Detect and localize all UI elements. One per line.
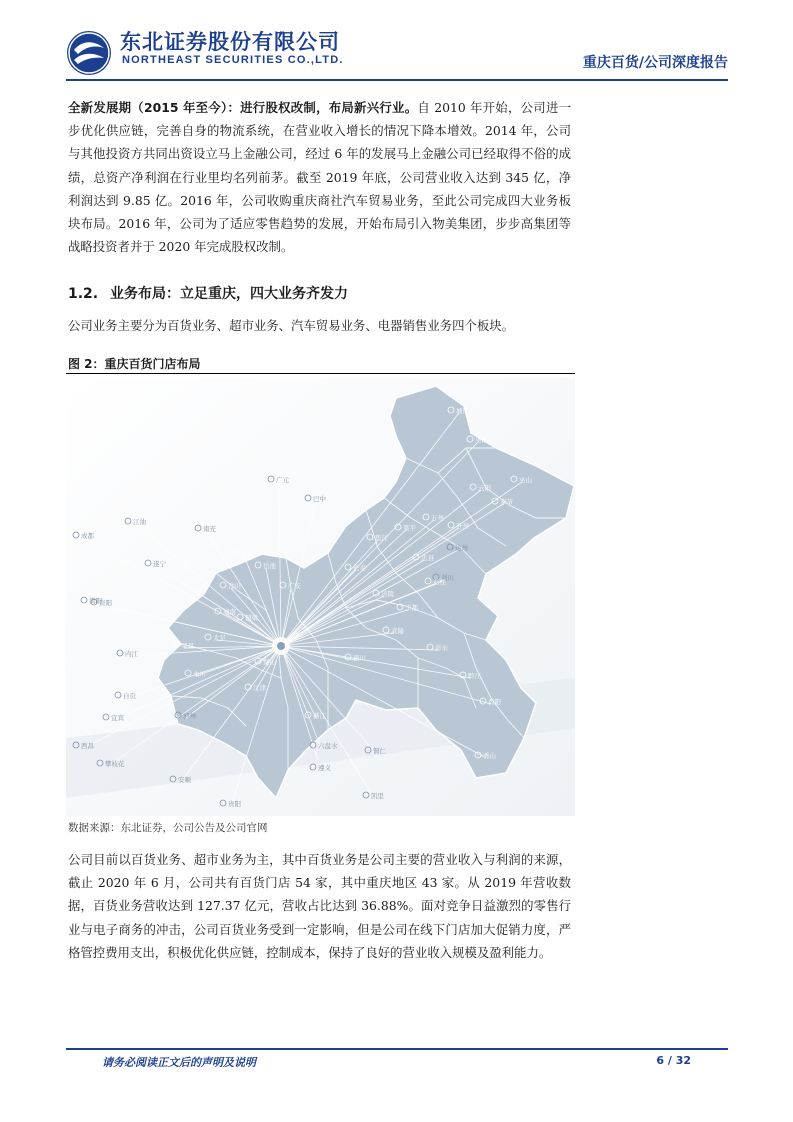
- chongqing-map-graphic: [66, 378, 575, 816]
- paragraph-lead: 全新发展期（2015 年至今）：进行股权改制，布局新兴行业。: [68, 100, 418, 115]
- map-place-name: 贵阳: [228, 800, 241, 808]
- map-place-name: 涪陵: [381, 590, 394, 598]
- map-place-name: 自贡: [123, 692, 136, 700]
- map-place-name: 大足: [213, 634, 226, 642]
- company-name-en: NORTHEAST SECURITIES CO.,LTD.: [122, 54, 344, 66]
- map-place-name: 武隆: [391, 627, 404, 635]
- paragraph-body: 自 2010 年开始，公司进一步优化供应链，完善自身的物流系统，在营业收入增长的情况下降本增效。2014 年，公司与其他投资方共同出资设立马上金融公司，经过 6 年的发展马上金融公司已经取得不俗的成绩，总资产净利润在行业里均名列前茅。截至 2019 年底，公司营业收入达到 345 亿，净利润达到 9.85 亿。2016 年，公司收购重庆商社汽车贸易业务，至此公司完成四大业务板块布局。2016 年，公司为了适应零售趋势的发展，开始布局引入物美集团，步步高集团等战略投资者并于 2020 年完成股权改制。: [68, 100, 571, 255]
- map-place-name: 万州: [431, 514, 444, 522]
- section-heading: [68, 283, 348, 303]
- map-place-name: 巫溪: [475, 436, 488, 444]
- map-place-name: 遂宁: [153, 560, 166, 568]
- northeast-securities-logo-icon: [66, 30, 112, 76]
- map-place-name: 广元: [276, 476, 289, 484]
- map-place-name: 成都: [81, 532, 94, 540]
- map-place-name: 秀山: [483, 752, 496, 760]
- map-place-name: 六盘水: [318, 742, 338, 750]
- paragraph-development-phase: [68, 96, 571, 258]
- map-place-name: 巫山: [519, 476, 532, 484]
- map-place-name: 奉节: [500, 498, 513, 506]
- map-place-name: 宜宾: [111, 714, 124, 722]
- map-place-name: 遵义: [318, 764, 331, 772]
- company-name-cn: 东北证券股份有限公司: [120, 30, 340, 54]
- map-place-name: 彭水: [435, 644, 448, 652]
- map-place-name: 丰都: [405, 604, 418, 612]
- footer-divider: [66, 1048, 728, 1050]
- map-place-name: 南充: [203, 525, 216, 533]
- chongqing-hub-center: [277, 642, 285, 650]
- map-place-name: 潼南: [223, 608, 236, 616]
- map-place-name: 凯里: [371, 792, 384, 800]
- figure-source: 数据来源：东北证券，公司公告及公司官网: [68, 822, 268, 834]
- map-place-name: 城口: [456, 407, 469, 415]
- map-place-name: 江油: [133, 518, 146, 526]
- map-place-name: 武胜: [241, 550, 254, 558]
- map-place-name: 广安: [288, 582, 301, 590]
- section-number: 1.2.: [68, 286, 99, 302]
- map-place-name: 忠县: [421, 554, 434, 562]
- map-place-name: 梁平: [403, 524, 416, 532]
- page-header: [66, 24, 728, 76]
- store-layout-map: [66, 378, 575, 816]
- page-number: 6 / 32: [656, 1054, 691, 1067]
- map-place-name: 綦江: [313, 712, 326, 720]
- map-place-name: 荣昌: [181, 642, 194, 650]
- map-place-name: 利川: [441, 574, 454, 582]
- map-place-name: 黔江: [468, 672, 481, 680]
- map-place-name: 达州: [455, 544, 468, 552]
- map-place-name: 巴中: [313, 495, 326, 503]
- paragraph-department-store-business: 公司目前以百货业务、超市业务为主，其中百货业务是公司主要的营业收入与利润的来源，截止 2020 年 6 月，公司共有百货门店 54 家，其中重庆地区 43 家。从 2019 年营收数据，百货业务营收达到 127.37 亿元，营收占比达到 36.88%。面对竞争日益激烈的零售行业与电子商务的冲击，公司百货业务受到一定影响，但是公司在线下门店加大促销力度，严格管控费用支出，积极优化供应链，控制成本，保持了良好的营业收入规模及盈利能力。: [68, 852, 571, 960]
- map-place-name: 开州: [456, 522, 469, 530]
- map-place-name: 简阳: [89, 597, 102, 605]
- map-place-name: 永川: [193, 670, 206, 678]
- map-place-name: 长寿: [353, 564, 366, 572]
- section-title-text: 业务布局：立足重庆，四大业务齐发力: [110, 286, 348, 302]
- map-place-name: 江津: [253, 684, 266, 692]
- map-place-name: 安顺: [178, 776, 191, 784]
- disclaimer-note: 请务必阅读正文后的声明及说明: [102, 1056, 256, 1069]
- map-place-name: 云阳: [478, 484, 491, 492]
- map-place-name: 酉阳: [488, 698, 501, 706]
- map-place-name: 岳池: [263, 562, 276, 570]
- figure-top-rule: [66, 373, 575, 374]
- map-place-name: 攀枝花: [105, 760, 125, 768]
- report-title-tag: 重庆百货/公司深度报告: [582, 55, 728, 71]
- map-place-name: 泸州: [183, 712, 196, 720]
- header-divider: [66, 79, 728, 81]
- paragraph-business-segments: 公司业务主要分为百货业务、超市业务、汽车贸易业务、电器销售业务四个板块。: [68, 318, 515, 333]
- map-place-name: 资阳: [99, 599, 112, 607]
- map-place-name: 石柱: [433, 578, 446, 586]
- map-place-name: 合川: [228, 582, 241, 590]
- map-place-name: 垫江: [375, 534, 388, 542]
- map-place-name: 西昌: [81, 742, 94, 750]
- map-place-name: 内江: [125, 650, 138, 658]
- map-place-name: 璧山: [263, 658, 276, 666]
- map-place-name: 南川: [353, 654, 366, 662]
- figure-title: 图 2：重庆百货门店布局: [68, 357, 201, 371]
- map-place-name: 铜仁: [373, 747, 386, 755]
- map-place-name: 铜梁: [245, 614, 258, 622]
